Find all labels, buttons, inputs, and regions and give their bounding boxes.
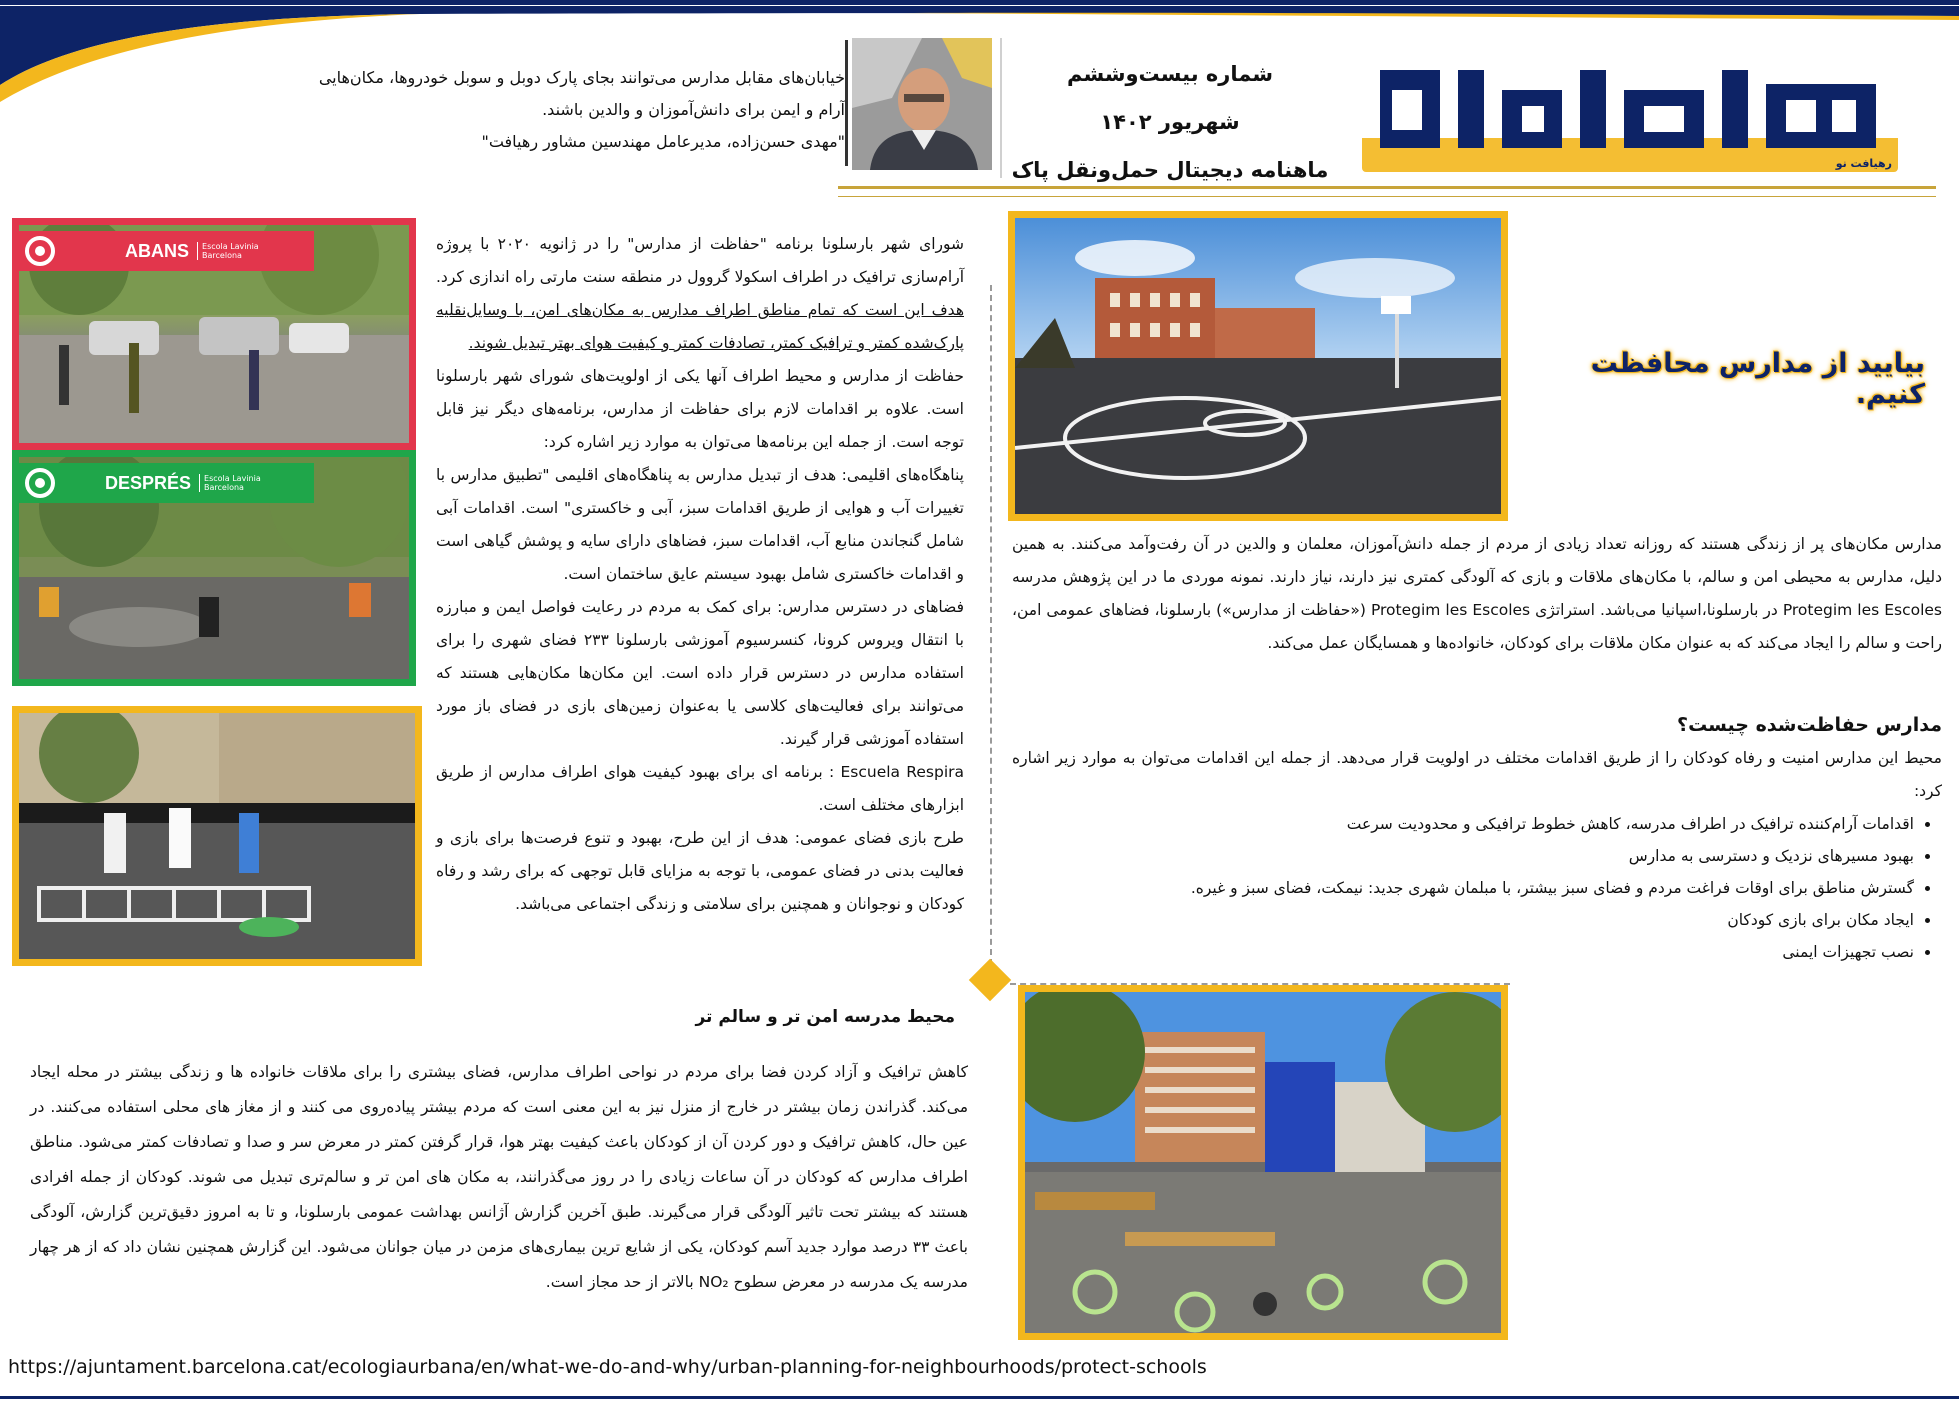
bullet-item: • بهبود مسیرهای نزدیک و دسترسی به مدارس xyxy=(1012,840,1914,872)
middle-paragraph-3: پناهگاه‌های اقلیمی: هدف از تبدیل مدارس به پناهگاه‌های اقلیمی "تطبیق مدارس با تغییرات آب و هوایی از طریق اقدامات سبز، آبی و خاکستری" است. اقدامات آبی شامل گنجاندن منابع آب، اقدامات سبز، فضاهای دارای سایه و پوشش گیاهی است و اقدامات خاکستری شامل بهبود سیستم عایق ساختمان است. xyxy=(436,466,964,583)
intro-paragraph xyxy=(1012,528,1942,660)
quote-line-3: "مهدی حسن‌زاده، مدیرعامل مهندسین مشاور رهیافت" xyxy=(481,132,845,151)
section1-text: محیط این مدارس امنیت و رفاه کودکان را از طریق اقدامات مختلف در اولویت قرار می‌دهد. از جمله این اقدامات می‌توان به موارد زیر اشاره کرد: xyxy=(1012,749,1942,800)
middle-column xyxy=(436,228,964,921)
target-icon xyxy=(25,236,55,266)
header-divider xyxy=(1000,38,1002,178)
issue-number: شماره بیست‌وششم xyxy=(1066,62,1273,86)
footer-rule xyxy=(0,1396,1959,1399)
section1-heading: مدارس حفاظت‌شده چیست؟ xyxy=(1677,714,1942,736)
quote-bracket xyxy=(845,40,848,166)
quote-line-2: آرام و ایمن برای دانش‌آموزان و والدین باشند. xyxy=(542,100,845,119)
bullet-item: • ایجاد مکان برای بازی کودکان xyxy=(1012,904,1914,936)
author-portrait xyxy=(852,38,992,170)
section1 xyxy=(1012,708,1942,968)
quote-line-1: خیابان‌های مقابل مدارس می‌توانند بجای پارک دوبل و سوبل خودروها، مکان‌هایی xyxy=(318,68,845,87)
intro-text: مدارس مکان‌های پر از زندگی هستند که روزانه تعداد زیادی از مردم از جمله دانش‌آموزان، معلمان و والدین در آن رفت‌وآمد می‌کنند. به همین دلیل، مدارس به محیطی امن و سالم، با مکان‌های ملاقات و بازی که آلودگی کمتری نیز دارند، نیاز دارند. نمونه موردی ما در این پژوهش مدرسه Protegim les Escoles در بارسلونا،اسپانیا می‌باشد. استراتژی Protegim les Escoles («حفاظت از مدارس») بارسلونا، فضاهای عمومی امن، راحت و سالم را ایجاد می‌کند که به عنوان مکان ملاقات برای کودکان، خانواده‌ها و همسایگان عمل می‌کند. xyxy=(1012,535,1942,652)
issue-date: شهریور ۱۴۰۲ xyxy=(1100,110,1240,134)
bullet-item: • نصب تجهیزات ایمنی xyxy=(1012,936,1914,968)
middle-paragraph-1 xyxy=(436,228,964,360)
abans-sub: Escola Lavinia Barcelona xyxy=(197,242,272,260)
bullet-item: • گسترش مناطق برای اوقات فراغت مردم و فضای سبز بیشتر، با مبلمان شهری جدید: نیمکت، فضای سبز و غیره. xyxy=(1012,872,1914,904)
middle-paragraph-6: طرح بازی فضای عمومی: هدف از این طرح، بهبود و تنوع فرصت‌ها برای بازی و فعالیت بدنی در فضای عمومی، با توجه به مزایای قابل توجهی که برای رشد و رفاه کودکان و نوجوانان و همچنین برای سلامتی و زندگی اجتماعی می‌باشد. xyxy=(436,829,964,913)
magazine-logo xyxy=(1362,60,1898,172)
column-separator xyxy=(990,285,992,965)
section2-heading: محیط مدرسه امن تر و سالم تر xyxy=(695,1007,955,1027)
magazine-subtitle: ماهنامه دیجیتال حمل‌ونقل پاک xyxy=(1011,158,1329,182)
middle-paragraph-5: Escuela Respira : برنامه ای برای بهبود کیفیت هوای اطراف مدارس از طریق ابزارهای مختلف است. xyxy=(436,763,965,814)
target-icon-2 xyxy=(25,468,55,498)
photo-hopscotch xyxy=(12,706,422,966)
despres-banner xyxy=(19,463,314,503)
diamond-ornament xyxy=(969,959,1011,1001)
despres-sub: Escola Lavinia Barcelona xyxy=(199,474,274,492)
header-rule xyxy=(838,186,1936,189)
header-quote xyxy=(200,62,845,158)
middle-paragraph-2: حفاظت از مدارس و محیط اطراف آنها یکی از اولویت‌های شورای شهر بارسلونا است. علاوه بر اقدامات لازم برای حفاظت از مدارس، برنامه‌های دیگر نیز قابل توجه است. از جمله این برنامه‌ها می‌توان به موارد زیر اشاره کرد: xyxy=(436,367,964,451)
abans-label: ABANS xyxy=(125,240,190,261)
logo-text: رهیافت نو xyxy=(1835,157,1892,170)
source-url[interactable]: https://ajuntament.barcelona.cat/ecologiaurbana/en/what-we-do-and-why/urban-planning-for-neighbourhoods/protect-schools xyxy=(8,1356,1207,1378)
bullet-item: • اقدامات آرام‌کننده ترافیک در اطراف مدرسه، کاهش خطوط ترافیکی و محدودیت سرعت xyxy=(1012,808,1914,840)
section2-text: کاهش ترافیک و آزاد کردن فضا برای مردم در نواحی اطراف مدارس، فضای بیشتری را برای ملاقات خانواده ها و زندگی بیشتر در محله ایجاد می‌کند. گذراندن زمان بیشتر در خارج از منزل نیز به این معنی است که مردم بیشتر پیاده‌روی می کنند و از مغاز های محلی استفاده می‌کنند. در عین حال، کاهش ترافیک و دور کردن آن از کودکان باعث کیفیت بهتر هوا، قرار گرفتن کمتر در معرض سر و صدا و تصادفات کمتر می‌شود. مناطق اطراف مدارس که کودکان در آن ساعات زیادی را در روز می‌گذرانند، به مکان های امن تر و سالم‌تری تبدیل می شوند. کودکان از جمله افرادی هستند که بیشتر تحت تاثیر آلودگی قرار می‌گیرند. طبق آخرین گزارش آژانس بهداشت عمومی بارسلونا، و تا به امروز دقیق‌ترین گزارش، آلودگی باعث ۳۳ درصد موارد جدید آسم کودکان، یکی از شایع ترین بیماری‌های مزمن در میان جوانان می‌شود. این گزارش همچنین نشان داد که از هر چهار مدرسه یک مدرسه در معرض سطوح NO₂ بالاتر از حد مجاز است. xyxy=(30,1063,968,1291)
abans-banner xyxy=(19,231,314,271)
middle-p1-plain: شورای شهر بارسلونا برنامه "حفاظت از مدارس" را در ژانویه ۲۰۲۰ با پروژه آرام‌سازی ترافیک در اطراف اسکولا گروول در منطقه سنت مارتی راه اندازی کرد. xyxy=(436,235,964,286)
photo-school-court xyxy=(1008,211,1508,521)
main-title: بیایید از مدارس محافظت کنیم. xyxy=(1590,348,1925,410)
photo-after xyxy=(12,450,416,686)
header-meta xyxy=(1000,50,1340,194)
header-rule-thin xyxy=(838,196,1936,197)
middle-paragraph-4: فضاهای در دسترس مدارس: برای کمک به مردم در رعایت فواصل ایمن و مبارزه با انتقال ویروس کرونا، کنسرسیوم آموزشی بارسلونا ۲۳۳ فضای شهری را برای استفاده مدارس در دسترس قرار داده است. این مکان‌ها مکان‌هایی هستند که می‌توانند برای فعالیت‌های کلاسی یا به‌عنوان زمین‌های بازی در فضای باز مورد استفاده آموزشی قرار گیرند. xyxy=(436,598,964,748)
photo-before xyxy=(12,218,416,450)
despres-label: DESPRÉS xyxy=(105,472,192,493)
middle-p1-underlined: هدف این است که تمام مناطق اطراف مدارس به مکان‌های امن، با وسایل‌نقلیه پارک‌شده کمتر و ترافیک کمتر، تصادفات کمتر و کیفیت هوای بهتر تبدیل شوند. xyxy=(436,301,964,352)
section1-bullets xyxy=(1012,808,1942,968)
photo-school-street xyxy=(1018,985,1508,1340)
section2-body xyxy=(30,1055,968,1300)
